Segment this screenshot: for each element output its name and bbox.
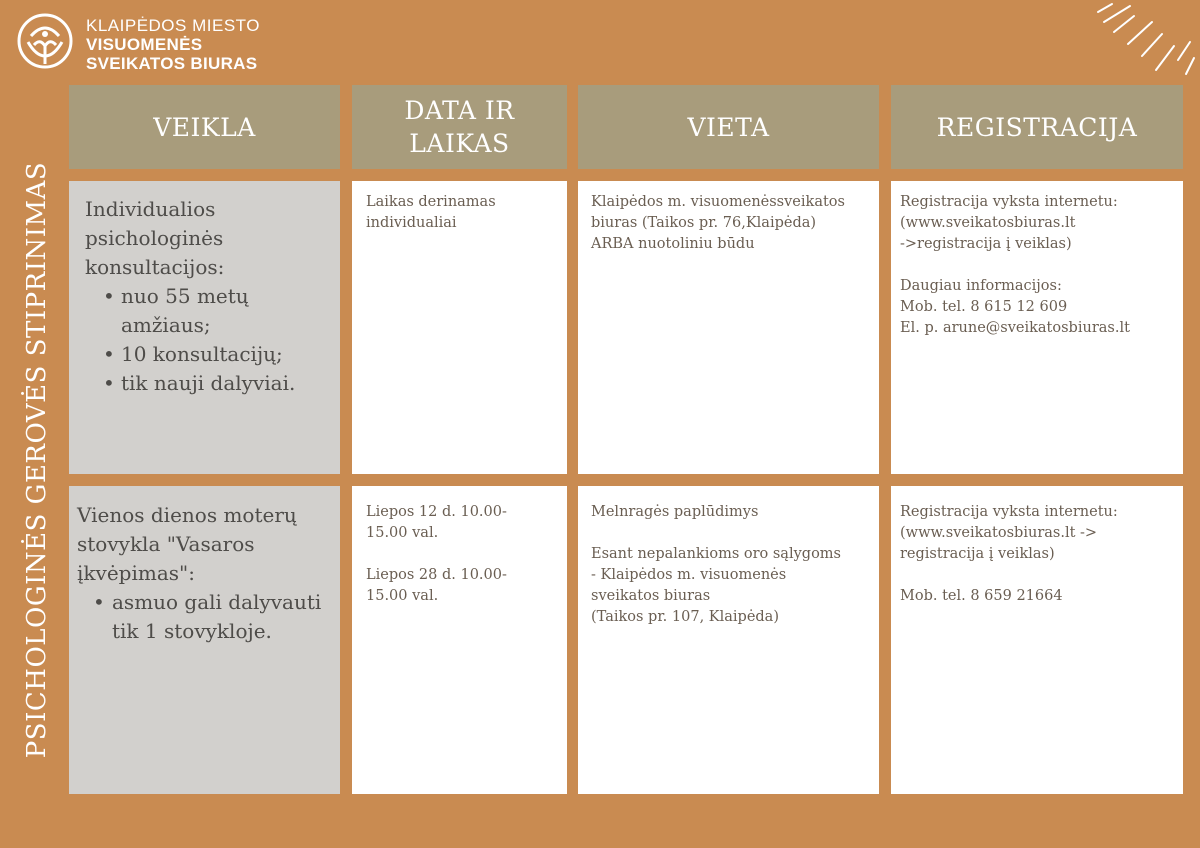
row-1-registration-cell [891, 181, 1183, 474]
row-2-datetime-cell [352, 486, 567, 794]
header-registration [891, 85, 1183, 169]
header-date-time [352, 85, 567, 169]
list-item: • nuo 55 metų amžiaus; [85, 282, 332, 340]
logo-line-1: KLAIPĖDOS MIESTO [86, 16, 260, 35]
list-item: • 10 konsultacijų; [85, 340, 332, 369]
row-1-activity-cell [69, 181, 340, 474]
logo-line-3: SVEIKATOS BIURAS [86, 54, 258, 73]
row-2-place: Melnragės paplūdimys Esant nepalankioms oro sąlygoms - Klaipėdos m. visuomenės sveikatos biuras (Taikos pr. 107, Klaipėda) [591, 504, 841, 625]
header-activity-label: VEIKLA [153, 112, 256, 142]
row-2-datetime: Liepos 12 d. 10.00- 15.00 val. Liepos 28 d. 10.00- 15.00 val. [366, 504, 507, 604]
row-2-bullet-list [77, 588, 332, 646]
row-1-place: Klaipėdos m. visuomenėssveikatos biuras (Taikos pr. 76,Klaipėda) ARBA nuotoliniu būdu [591, 194, 845, 252]
header-place [578, 85, 879, 169]
list-item: • tik nauji dalyviai. [85, 369, 332, 398]
row-2-activity-cell [69, 486, 340, 794]
row-2-registration-cell [891, 486, 1183, 794]
logo-emblem-icon [16, 12, 74, 70]
header-date-line-1: DATA IR [404, 96, 515, 125]
side-title-text: PSICHOLOGINĖS GEROVĖS STIPRINIMAS [22, 161, 52, 759]
row-1-place-cell [578, 181, 879, 474]
row-1-bullet-list [85, 282, 332, 398]
row-1-datetime-cell [352, 181, 567, 474]
row-2-registration: Registracija vyksta internetu: (www.sveikatosbiuras.lt -> registracija į veiklas) Mob. tel. 8 659 21664 [900, 504, 1118, 604]
side-title [22, 160, 52, 760]
row-2-activity-title: Vienos dienos moterų stovykla "Vasaros įkvėpimas": [77, 503, 297, 585]
logo-line-2: VISUOMENĖS [86, 35, 203, 54]
list-item: • asmuo gali dalyvauti tik 1 stovykloje. [77, 588, 332, 646]
row-1-registration: Registracija vyksta internetu: (www.sveikatosbiuras.lt ->registracija į veiklas) Daugiau informacijos: Mob. tel. 8 615 12 609 El. p. arune@sveikatosbiuras.lt [900, 194, 1130, 336]
header-place-label: VIETA [687, 112, 770, 142]
header-activity [69, 85, 340, 169]
row-1-activity-title: Individualios psichologinės konsultacijos: [85, 197, 225, 279]
decorative-rays-icon [1090, 0, 1200, 80]
header-registration-label: REGISTRACIJA [936, 112, 1138, 142]
organization-logo [16, 12, 316, 74]
logo-text [86, 16, 260, 73]
row-2-place-cell [578, 486, 879, 794]
row-1-datetime: Laikas derinamas individualiai [366, 194, 496, 231]
header-date-line-2: LAIKAS [409, 129, 510, 158]
